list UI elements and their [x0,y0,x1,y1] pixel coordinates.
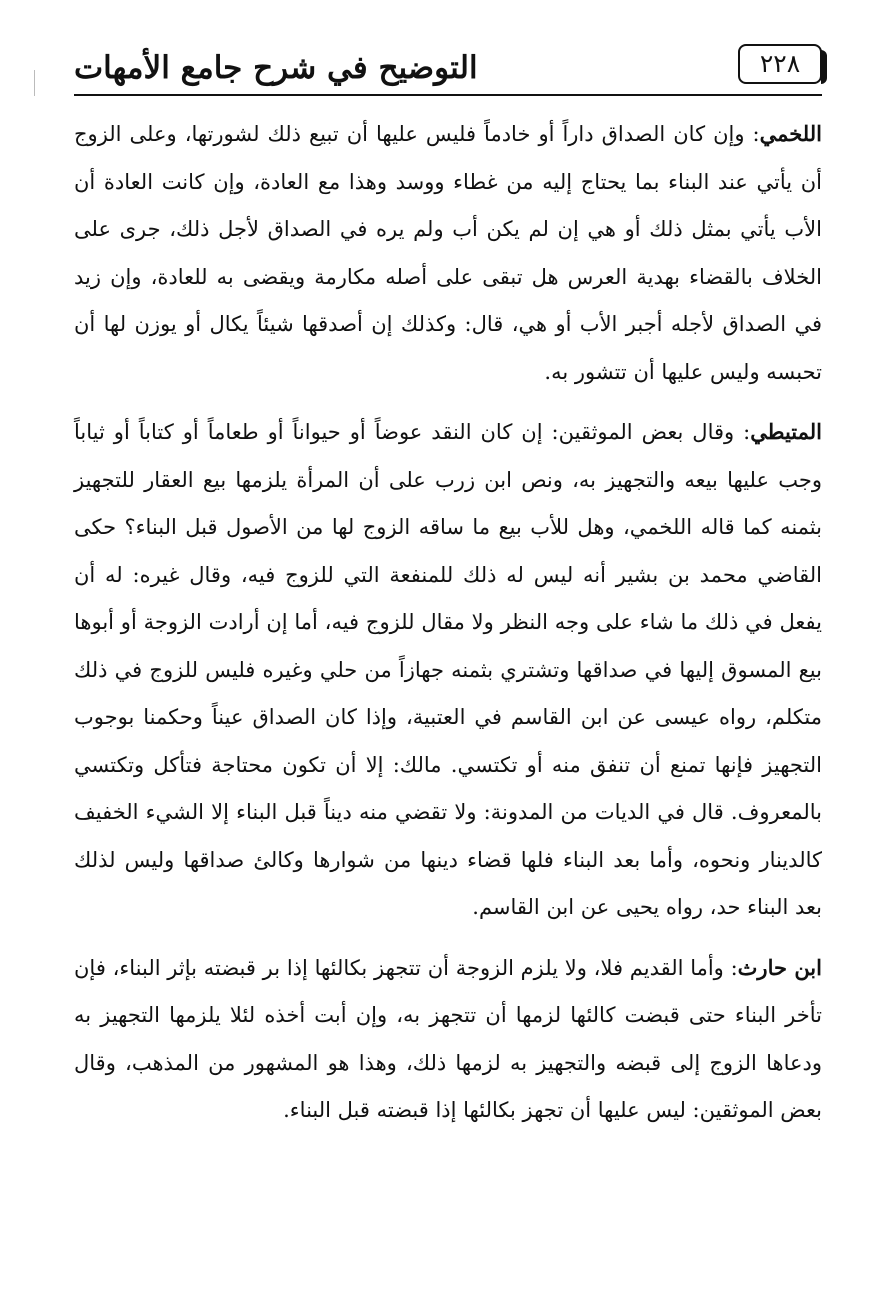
speaker-name: المتيطي [750,419,822,444]
paragraph-ibn-harith [74,944,822,1135]
running-title: التوضيح في شرح جامع الأمهات [74,50,478,86]
paragraph-text: : وأما القديم فلا، ولا يلزم الزوجة أن تتجهز بكالئها إذا بر قبضته بإثر البناء، فإن تأخر البناء حتى قبضت كالئها لزمها أن تتجهز به، وإن أبت أخذه لئلا يلزمها التجهيز به ودعاها الزوج إلى قبضه والتجهيز به لزمها ذلك، وهذا هو المشهور من المذهب، وقال بعض الموثقين: ليس عليها أن تجهز بكالئها إذا قبضته قبل البناء. [74,955,822,1122]
page-number: ٢٢٨ [738,44,822,84]
speaker-name: اللخمي [759,121,822,146]
header-divider [74,94,822,96]
body-text [74,110,822,1135]
scan-mark [34,70,35,96]
book-page [74,40,822,1280]
paragraph-text: : وإن كان الصداق داراً أو خادماً فليس عليها أن تبيع ذلك لشورتها، وعلى الزوج أن يأتي عند البناء بما يحتاج إليه من غطاء ووسد وهذا مع العادة، وإن كانت العادة أن الأب يأتي بمثل ذلك أو هي إن لم يكن أب ولم يره في الصداق لأجل ذلك، جرى على الخلاف بالقضاء بهدية العرس هل تبقى على أصله مكارمة ويقضى به للعادة، وإن زيد في الصداق لأجله أجبر الأب أو هي، قال: وكذلك إن أصدقها شيئاً يكال أو يوزن لها أن تحبسه وليس عليها أن تتشور به. [74,122,822,384]
paragraph-mutaiti [74,408,822,932]
speaker-name: ابن حارث [737,954,822,980]
page-header [74,40,822,100]
paragraph-text: : وقال بعض الموثقين: إن كان النقد عوضاً أو حيواناً أو طعاماً أو كتاباً أو ثياباً وجب عليها بيعه والتجهيز به، ونص ابن زرب على أن المرأة يلزمها بيع العقار للتجهيز بثمنه كما قاله اللخمي، وهل للأب بيع ما ساقه الزوج لها من الأصول قبل البناء؟ حكى القاضي محمد بن بشير أنه ليس له ذلك للمنفعة التي للزوج فيه، وقال غيره: له أن يفعل في ذلك ما شاء على وجه النظر ولا مقال للزوج فيه، أما إن أرادت الزوجة أو أبوها بيع المسوق إليها في صداقها وتشتري بثمنه جهازاً من حلي وغيره فليس للزوج في ذلك متكلم، رواه عيسى عن ابن القاسم في العتبية، وإذا كان الصداق عيناً وحكمنا بوجوب التجهيز فإنها تمنع أن تنفق منه أو تكتسي. مالك: إلا أن تكون محتاجة فتأكل وتكتسي بالمعروف. قال في الديات من المدونة: ولا تقضي منه ديناً قبل البناء إلا الشيء الخفيف كالدينار ونحوه، وأما بعد البناء فلها قضاء دينها من شوارها وكالئ صداقها وليس لذلك بعد البناء حد، رواه يحيى عن ابن القاسم. [74,420,822,919]
paragraph-lakhmi [74,110,822,396]
